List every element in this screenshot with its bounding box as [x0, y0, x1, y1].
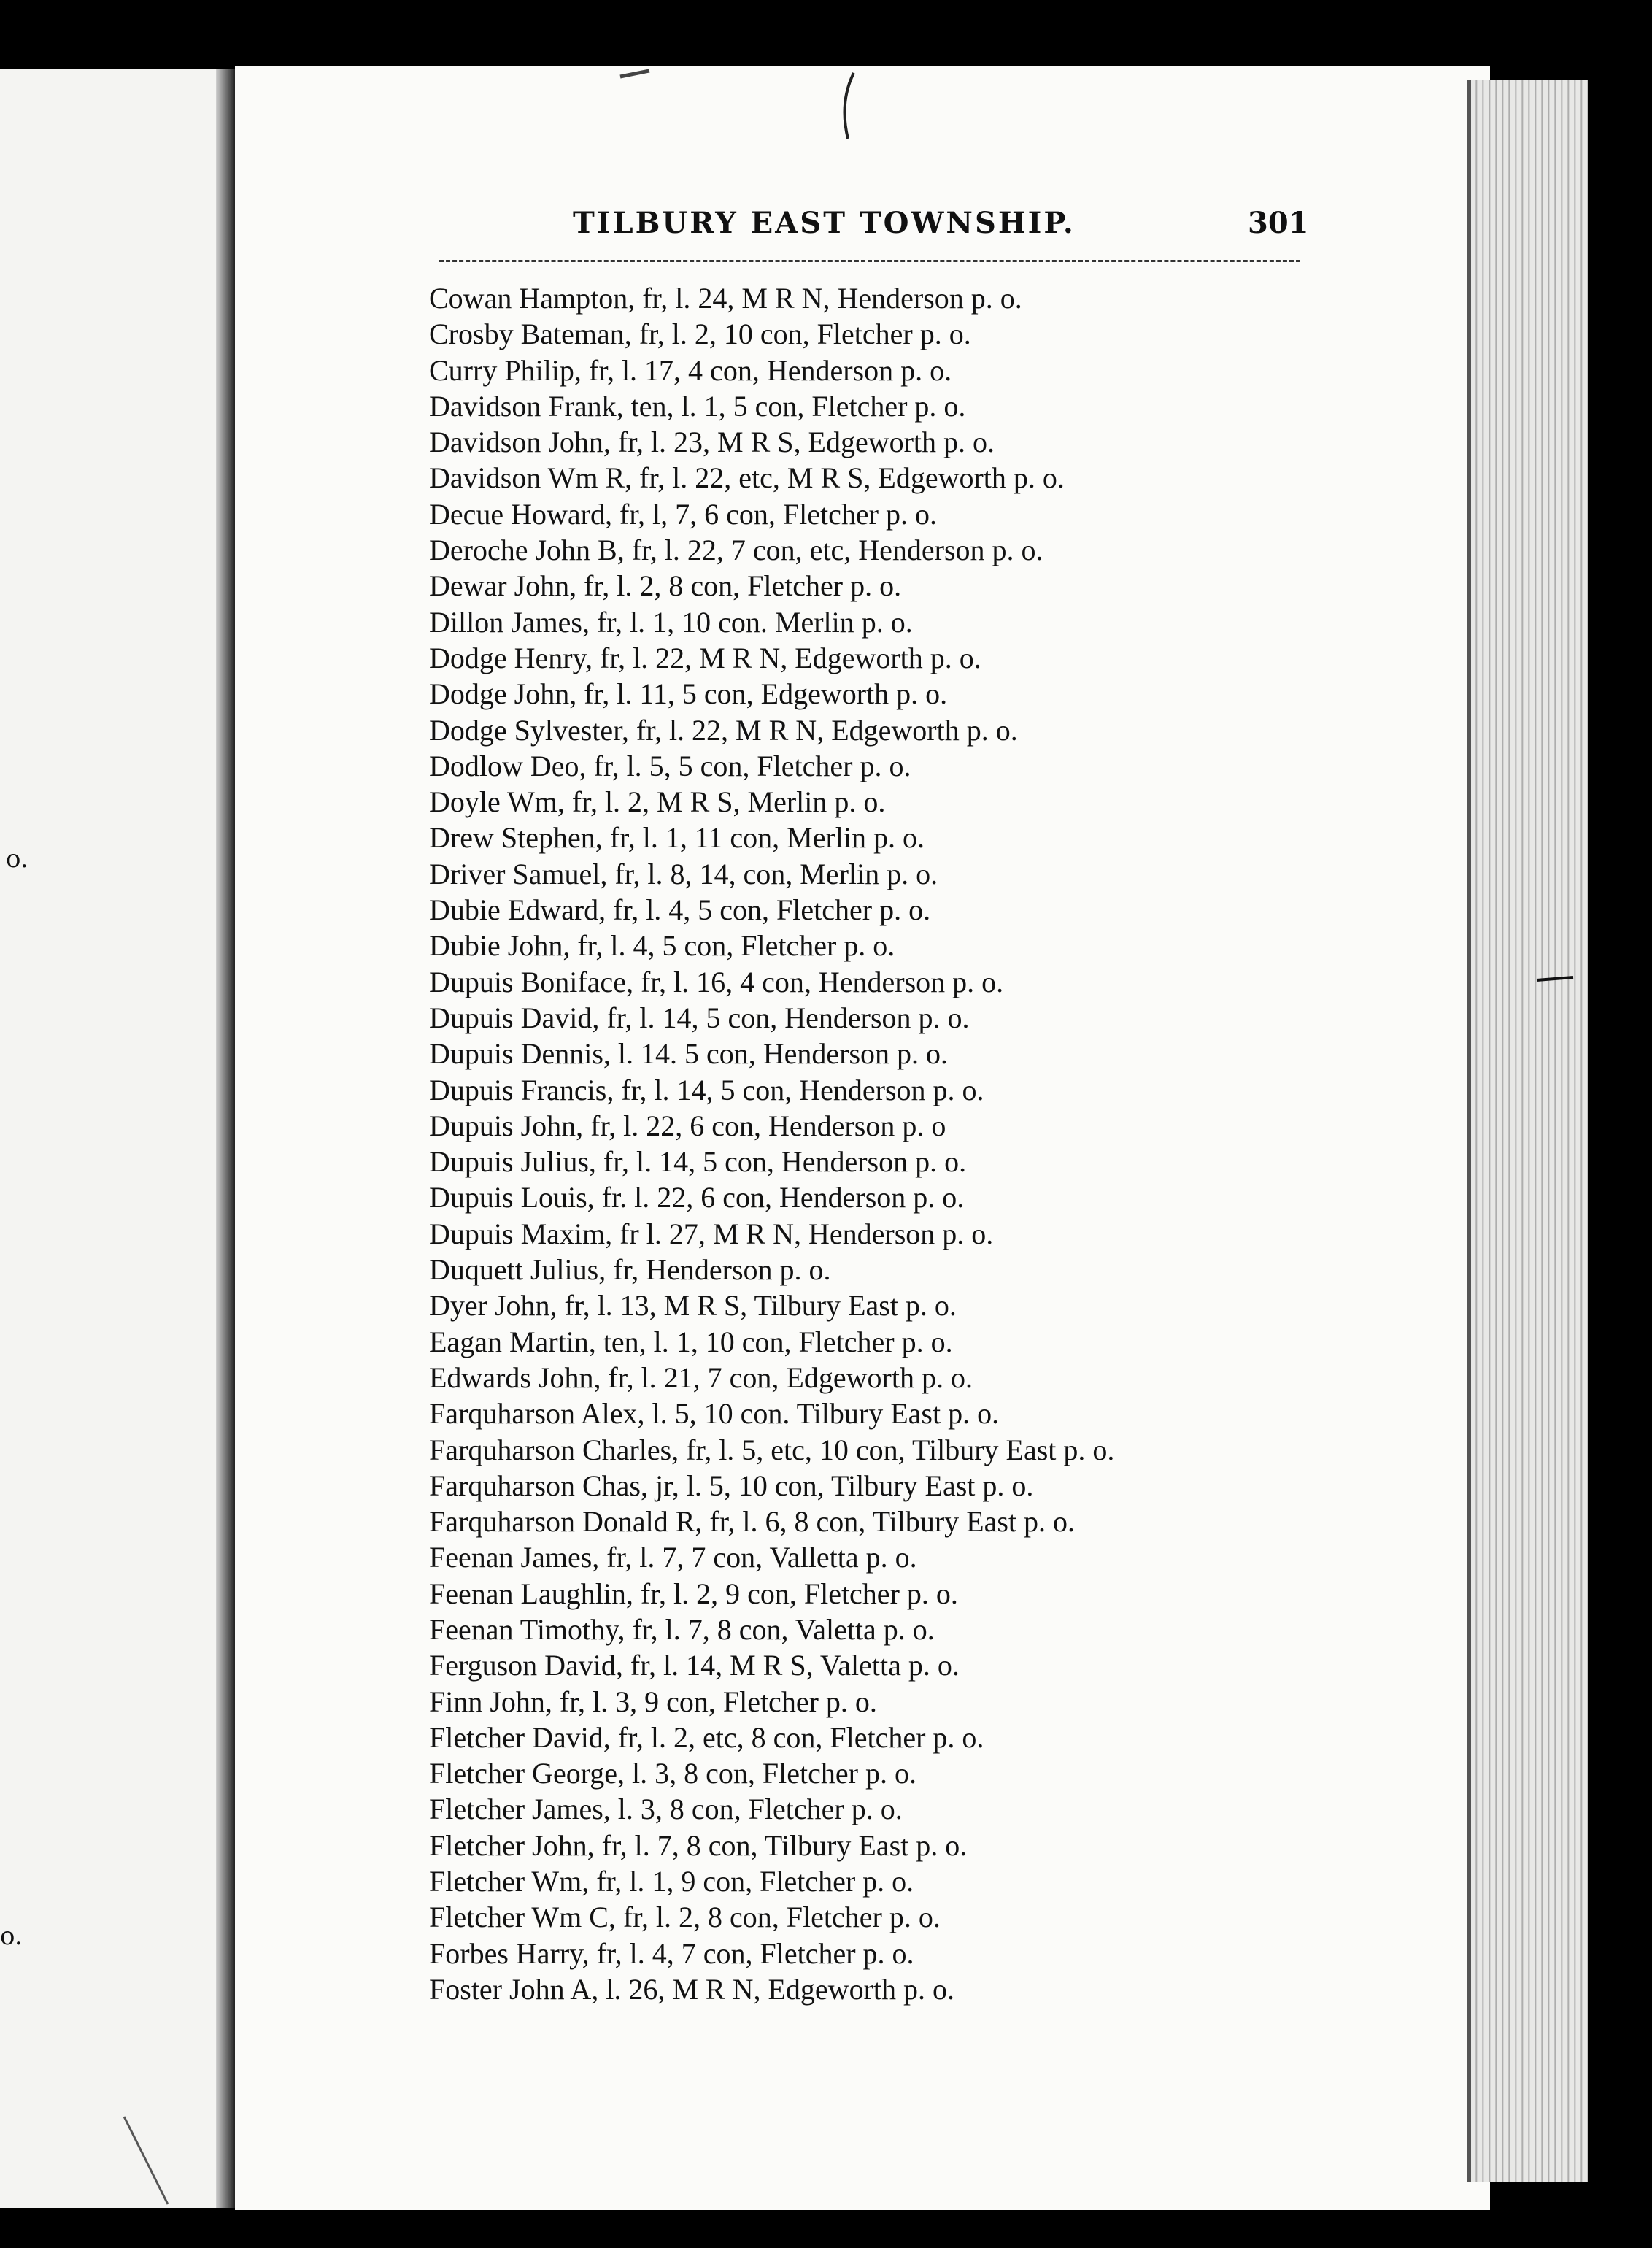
directory-entry: Dupuis David, fr, l. 14, 5 con, Henderson p. o.	[429, 1001, 970, 1034]
directory-entry: Foster John A, l. 26, M R N, Edgeworth p. o.	[429, 1972, 954, 2006]
directory-entry: Dillon James, fr, l. 1, 10 con. Merlin p. o.	[429, 605, 913, 639]
directory-entry: Drew Stephen, fr, l. 1, 11 con, Merlin p. o.	[429, 821, 925, 855]
directory-entry: Farquharson Alex, l. 5, 10 con. Tilbury East p. o.	[429, 1397, 1000, 1431]
directory-entry: Dupuis Maxim, fr l. 27, M R N, Henderson p. o.	[429, 1217, 994, 1250]
directory-list	[429, 280, 1465, 2007]
directory-entry: Feenan James, fr, l. 7, 7 con, Valletta p. o.	[429, 1541, 917, 1574]
facing-page-fragment: o.	[6, 844, 28, 874]
header-rule	[439, 260, 1300, 262]
directory-entry: Feenan Laughlin, fr, l. 2, 9 con, Fletcher p. o.	[429, 1577, 958, 1610]
directory-entry: Fletcher Wm, fr, l. 1, 9 con, Fletcher p. o.	[429, 1865, 914, 1898]
directory-entry: Fletcher George, l. 3, 8 con, Fletcher p. o.	[429, 1757, 916, 1790]
directory-entry: Farquharson Donald R, fr, l. 6, 8 con, Tilbury East p. o.	[429, 1505, 1076, 1539]
directory-entry: Curry Philip, fr, l. 17, 4 con, Henderson p. o.	[429, 353, 952, 387]
directory-entry: Dubie Edward, fr, l. 4, 5 con, Fletcher p. o.	[429, 893, 931, 927]
directory-entry: Ferguson David, fr, l. 14, M R S, Valetta p. o.	[429, 1649, 960, 1682]
directory-entry: Dewar John, fr, l. 2, 8 con, Fletcher p. o.	[429, 569, 902, 603]
directory-entry: Dupuis Louis, fr. l. 22, 6 con, Henderson p. o.	[429, 1181, 965, 1215]
directory-entry: Davidson John, fr, l. 23, M R S, Edgeworth p. o.	[429, 426, 995, 459]
facing-page	[0, 69, 235, 2208]
directory-entry: Deroche John B, fr, l. 22, 7 con, etc, Henderson p. o.	[429, 534, 1043, 567]
directory-entry: Dodlow Deo, fr, l. 5, 5 con, Fletcher p. o.	[429, 749, 911, 782]
directory-entry: Eagan Martin, ten, l. 1, 10 con, Fletcher p. o.	[429, 1325, 953, 1358]
directory-entry: Driver Samuel, fr, l. 8, 14, con, Merlin p. o.	[429, 857, 938, 890]
directory-entry: Finn John, fr, l. 3, 9 con, Fletcher p. o.	[429, 1685, 877, 1718]
directory-entry: Dupuis Francis, fr, l. 14, 5 con, Henderson p. o.	[429, 1073, 984, 1106]
page-edges	[1467, 80, 1588, 2182]
directory-entry: Duquett Julius, fr, Henderson p. o.	[429, 1253, 831, 1287]
gutter-shadow	[216, 69, 235, 2208]
directory-entry: Fletcher Wm C, fr, l. 2, 8 con, Fletcher p. o.	[429, 1901, 941, 1934]
page-number: 301	[1248, 206, 1309, 240]
page-title: TILBURY EAST TOWNSHIP.	[573, 206, 1076, 240]
directory-entry: Decue Howard, fr, l, 7, 6 con, Fletcher p. o.	[429, 497, 937, 531]
directory-entry: Dodge Sylvester, fr, l. 22, M R N, Edgeworth p. o.	[429, 713, 1018, 747]
directory-entry: Dodge John, fr, l. 11, 5 con, Edgeworth p. o.	[429, 677, 948, 711]
directory-entry: Forbes Harry, fr, l. 4, 7 con, Fletcher p. o.	[429, 1936, 914, 1970]
directory-entry: Fletcher John, fr, l. 7, 8 con, Tilbury East p. o.	[429, 1828, 968, 1862]
facing-page-fragment: o.	[0, 1922, 23, 1951]
directory-entry: Cowan Hampton, fr, l. 24, M R N, Henderson p. o.	[429, 282, 1022, 315]
directory-entry: Dupuis Dennis, l. 14. 5 con, Henderson p. o.	[429, 1037, 949, 1071]
directory-entry: Dyer John, fr, l. 13, M R S, Tilbury East p. o.	[429, 1289, 957, 1323]
directory-entry: Farquharson Charles, fr, l. 5, etc, 10 con, Tilbury East p. o.	[429, 1433, 1115, 1466]
directory-entry: Crosby Bateman, fr, l. 2, 10 con, Fletcher p. o.	[429, 317, 971, 351]
running-header	[573, 206, 1309, 250]
directory-entry: Dubie John, fr, l. 4, 5 con, Fletcher p. o.	[429, 929, 895, 963]
directory-entry: Feenan Timothy, fr, l. 7, 8 con, Valetta p. o.	[429, 1612, 935, 1646]
directory-entry: Dodge Henry, fr, l. 22, M R N, Edgeworth p. o.	[429, 641, 981, 674]
directory-entry: Dupuis John, fr, l. 22, 6 con, Henderson p. o	[429, 1109, 946, 1142]
directory-entry: Davidson Frank, ten, l. 1, 5 con, Fletcher p. o.	[429, 389, 966, 423]
directory-entry: Doyle Wm, fr, l. 2, M R S, Merlin p. o.	[429, 785, 886, 819]
directory-entry: Dupuis Julius, fr, l. 14, 5 con, Henderson p. o.	[429, 1145, 967, 1179]
directory-entry: Fletcher David, fr, l. 2, etc, 8 con, Fletcher p. o.	[429, 1720, 984, 1754]
directory-entry: Fletcher James, l. 3, 8 con, Fletcher p. o.	[429, 1793, 903, 1826]
directory-entry: Davidson Wm R, fr, l. 22, etc, M R S, Edgeworth p. o.	[429, 461, 1065, 495]
directory-entry: Edwards John, fr, l. 21, 7 con, Edgeworth p. o.	[429, 1360, 973, 1394]
directory-entry: Dupuis Boniface, fr, l. 16, 4 con, Henderson p. o.	[429, 965, 1004, 998]
directory-entry: Farquharson Chas, jr, l. 5, 10 con, Tilbury East p. o.	[429, 1468, 1034, 1502]
